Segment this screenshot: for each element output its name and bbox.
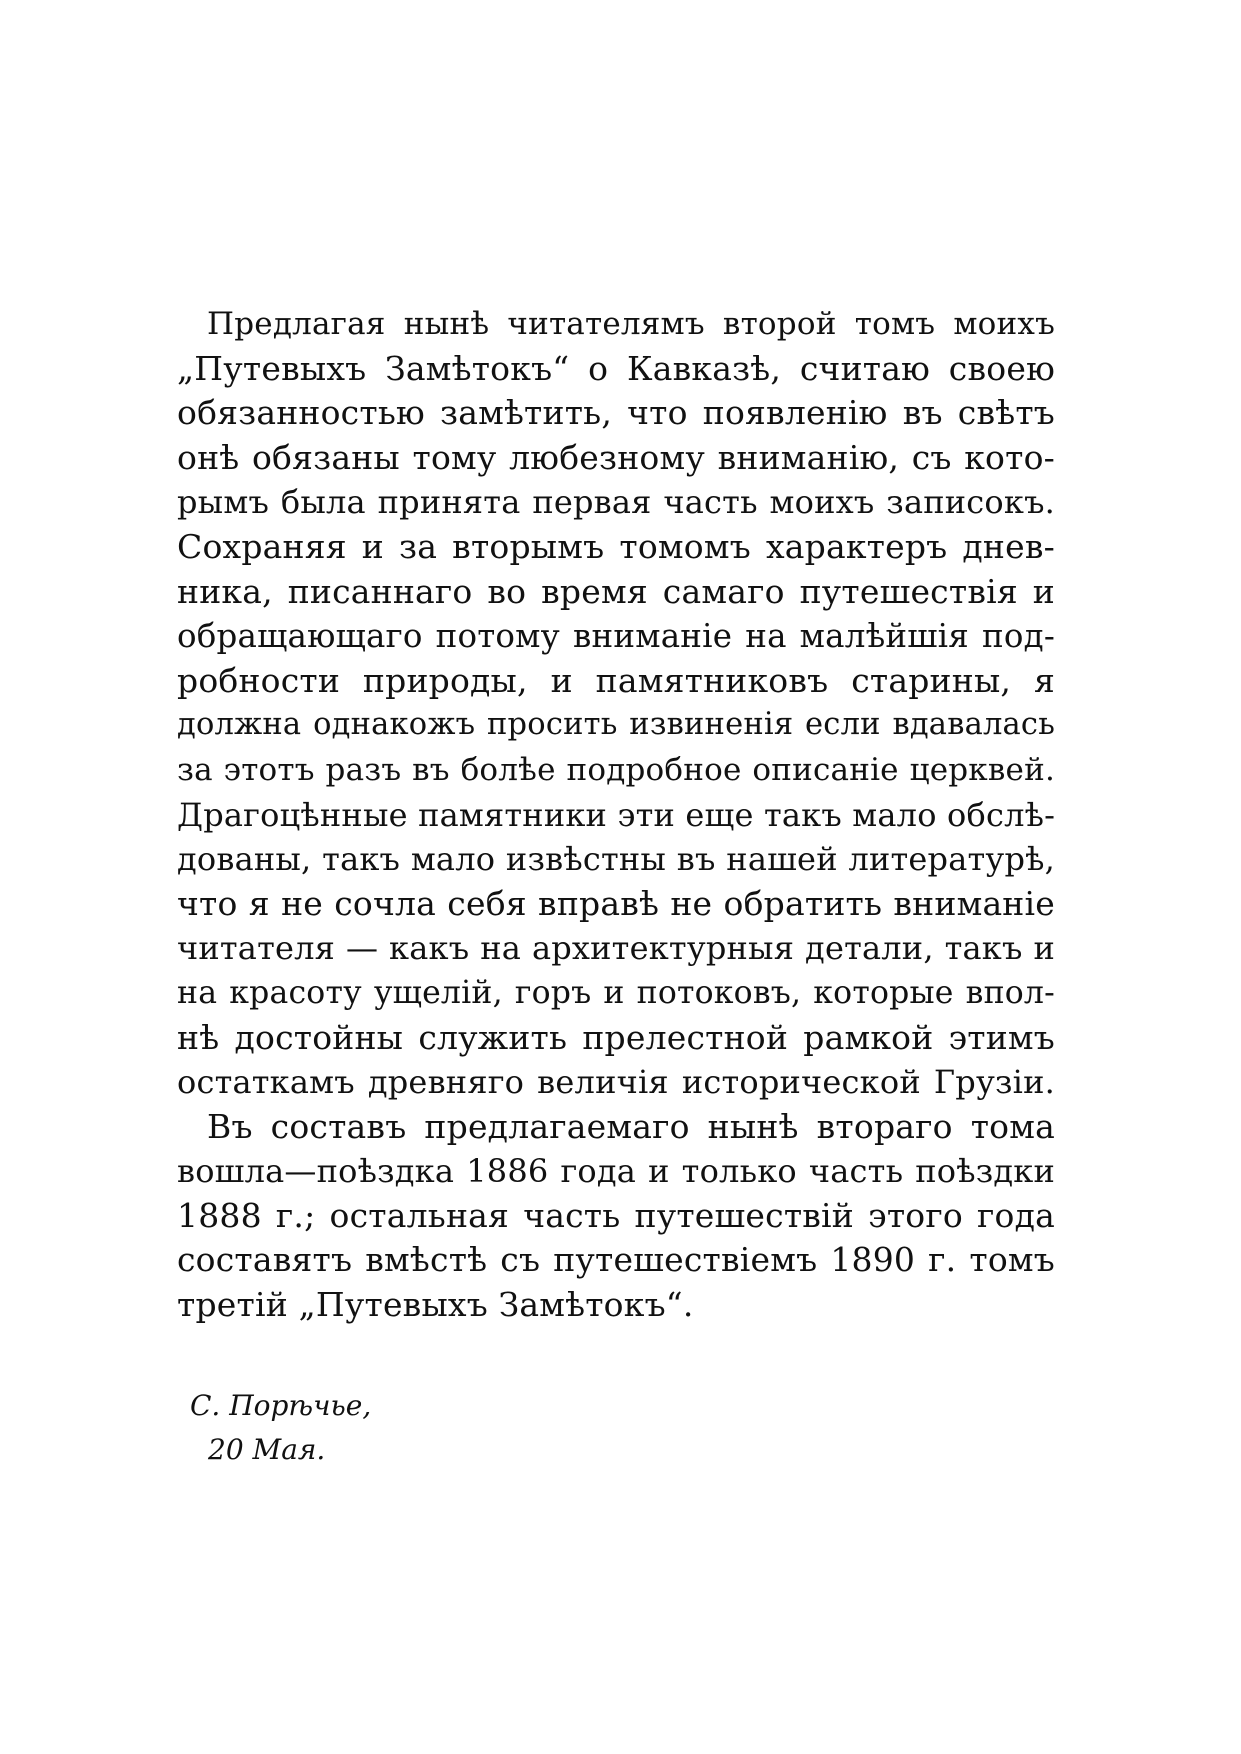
text-line: ника, писаннаго во время самаго путешествія и: [177, 571, 1055, 611]
preface-text: [177, 302, 1055, 1328]
text-line: Предлагая нынѣ читателямъ второй томъ моихъ: [207, 306, 1055, 342]
paragraph-2: [177, 1105, 1055, 1328]
text-line: на красоту ущелій, горъ и потоковъ, которые впол-: [177, 974, 1055, 1011]
text-line: онѣ обязаны тому любезному вниманію, съ кото-: [177, 437, 1055, 477]
text-line: Драгоцѣнные памятники эти еще такъ мало обслѣ-: [177, 795, 1056, 834]
text-line: вошла—поѣздка 1886 года и только часть поѣздки: [177, 1152, 1055, 1191]
text-line: „Путевыхъ Замѣтокъ“ о Кавказѣ, считаю своею: [177, 348, 1055, 388]
signature-date: 20 Мая.: [208, 1433, 326, 1466]
text-line: дованы, такъ мало извѣстны въ нашей литературѣ,: [177, 840, 1055, 879]
text-line: третій „Путевыхъ Замѣтокъ“.: [177, 1285, 694, 1325]
paragraph-1: [177, 302, 1055, 1105]
text-line: 1888 г.; остальная часть путешествій этого года: [177, 1195, 1055, 1235]
text-line: Въ составъ предлагаемаго нынѣ втораго тома: [207, 1106, 1055, 1146]
text-line: составятъ вмѣстѣ съ путешествіемъ 1890 г. томъ: [177, 1240, 1055, 1280]
text-line: остаткамъ древняго величія исторической Грузіи.: [177, 1063, 1055, 1102]
text-line: что я не сочла себя вправѣ не обратить вниманіе: [177, 883, 1055, 923]
text-line: за этотъ разъ въ болѣе подробное описаніе церквей.: [177, 751, 1055, 788]
text-line: читателя — какъ на архитектурныя детали, такъ и: [177, 929, 1055, 968]
text-line: нѣ достойны служить прелестной рамкой этимъ: [177, 1017, 1055, 1057]
text-line: робности природы, и памятниковъ старины, я: [177, 660, 1055, 700]
text-line: обращающаго потому вниманіе на малѣйшія под-: [177, 617, 1055, 656]
text-line: должна однакожъ просить извиненія если вдавалась: [177, 707, 1055, 743]
text-line: обязанностью замѣтить, что появленію въ свѣтъ: [177, 393, 1055, 433]
text-line: рымъ была принята первая часть моихъ записокъ.: [177, 483, 1055, 522]
signature-place: С. Порѣчье,: [190, 1389, 372, 1422]
text-line: Сохраняя и за вторымъ томомъ характеръ днев-: [177, 526, 1055, 566]
signature-block: [190, 1384, 371, 1472]
